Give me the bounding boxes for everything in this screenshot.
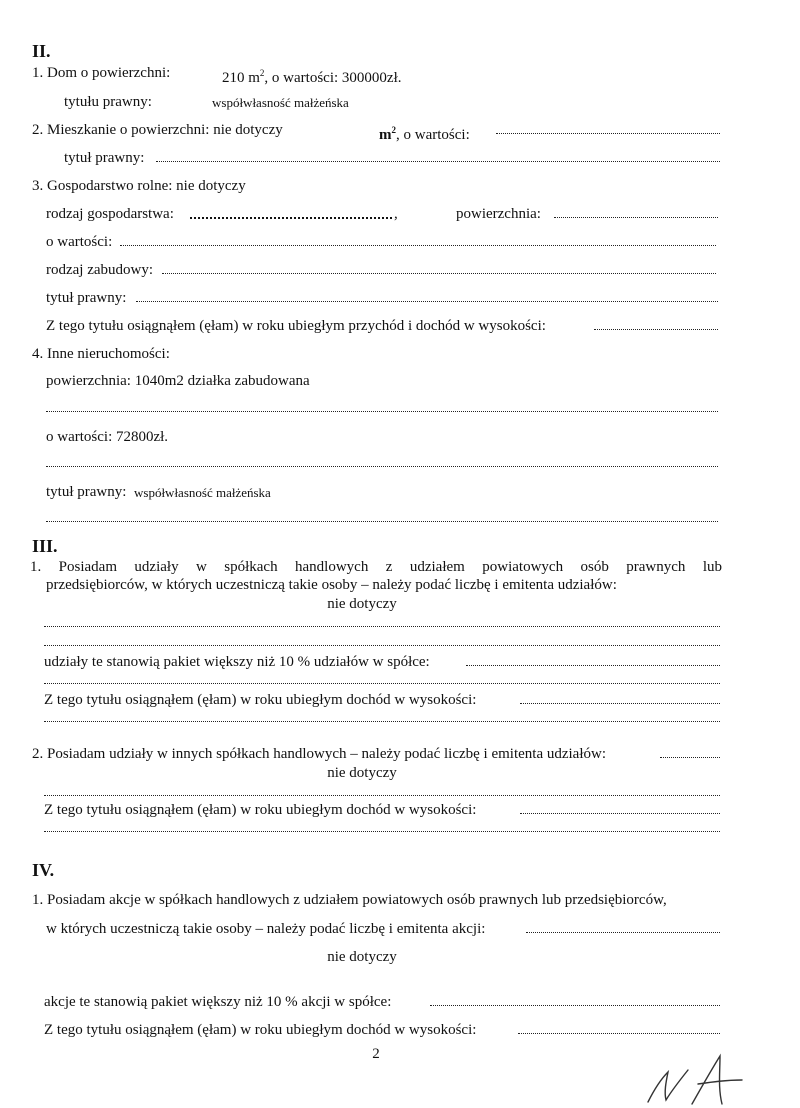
farm-type-sep: ,	[394, 206, 398, 222]
farm-title-label: tytuł prawny:	[46, 290, 127, 306]
shares-income-field	[520, 703, 720, 704]
stocks-issuer-field	[526, 932, 720, 933]
apartment-title-label: tytuł prawny:	[64, 150, 145, 166]
shares-income-label: Z tego tytułu osiągnąłem (ęłam) w roku ubiegłym dochód w wysokości:	[44, 692, 477, 708]
other-property-label: 4. Inne nieruchomości:	[32, 346, 170, 362]
farm-value-field	[120, 245, 716, 246]
section-heading-III: III.	[32, 536, 58, 556]
farm-area-field	[554, 217, 718, 218]
shares-package-label: udziały te stanowią pakiet większy niż 10 % udziałów w spółce:	[44, 654, 430, 670]
house-title-value: współwłasność małżeńska	[212, 95, 349, 110]
house-area: 210 $m^2$, o wartości: 300000zł.	[222, 68, 402, 86]
farm-title-field	[136, 301, 718, 302]
farm-buildings-field	[162, 273, 716, 274]
house-title-label: tytułu prawny:	[64, 94, 152, 110]
shares-package-field-2	[44, 683, 720, 684]
other-property-title-label: tytuł prawny:	[46, 484, 127, 500]
shares-powiat-line1: 1. Posiadam udziały w spółkach handlowych z udziałem powiatowych osób prawnych lub	[30, 559, 722, 575]
farm-label: 3. Gospodarstwo rolne: nie dotyczy	[32, 178, 246, 194]
farm-buildings-label: rodzaj zabudowy:	[46, 262, 154, 278]
other-property-area: powierzchnia: 1040m2 działka zabudowana	[46, 373, 310, 389]
stocks-income-label: Z tego tytułu osiągnąłem (ęłam) w roku ubiegłym dochód w wysokości:	[44, 1022, 477, 1038]
house-label: 1. Dom o powierzchni:	[32, 65, 171, 81]
section-heading-IV: IV.	[32, 860, 55, 880]
other-property-title-field	[46, 521, 718, 522]
farm-value-label: o wartości:	[46, 234, 113, 250]
other-property-value: o wartości: 72800zł.	[46, 429, 169, 445]
shares-powiat-field-1	[44, 626, 720, 627]
stocks-line2: w których uczestniczą takie osoby – należy podać liczbę i emitenta akcji:	[46, 921, 486, 937]
shares-other-answer: nie dotyczy	[327, 765, 397, 781]
shares-package-field	[466, 665, 720, 666]
farm-type-field	[190, 217, 392, 219]
section-heading-II: II.	[32, 41, 51, 61]
shares-other-income-field	[520, 813, 720, 814]
shares-income-field-2	[44, 721, 720, 722]
other-property-title-value: współwłasność małżeńska	[134, 485, 271, 500]
stocks-income-field	[518, 1033, 720, 1034]
signature-mark	[640, 1050, 750, 1108]
shares-other-inline-field	[660, 757, 720, 758]
page-number: 2	[372, 1046, 380, 1062]
apartment-value-field	[496, 133, 720, 134]
farm-type-label: rodzaj gospodarstwa:	[46, 206, 174, 222]
other-property-area-field	[46, 411, 718, 412]
shares-powiat-line2: przedsiębiorców, w których uczestniczą takie osoby – należy podać liczbę i emitenta udziałów:	[46, 577, 617, 593]
stocks-package-label: akcje te stanowią pakiet większy niż 10 % akcji w spółce:	[44, 994, 392, 1010]
stocks-answer: nie dotyczy	[327, 949, 397, 965]
farm-income-label: Z tego tytułu osiągnąłem (ęłam) w roku ubiegłym przychód i dochód w wysokości:	[46, 318, 546, 334]
farm-income-field	[594, 329, 718, 330]
other-property-value-field	[46, 466, 718, 467]
apartment-title-field	[156, 161, 720, 162]
shares-powiat-field-2	[44, 645, 720, 646]
shares-other-line1: 2. Posiadam udziały w innych spółkach handlowych – należy podać liczbę i emitenta udziałów:	[32, 746, 606, 762]
stocks-line1: 1. Posiadam akcje w spółkach handlowych z udziałem powiatowych osób prawnych lub przedsiębiorców,	[32, 892, 667, 908]
apartment-value-label: $m^2$, o wartości:	[379, 125, 470, 143]
shares-other-field-1	[44, 795, 720, 796]
shares-other-income-label: Z tego tytułu osiągnąłem (ęłam) w roku ubiegłym dochód w wysokości:	[44, 802, 477, 818]
shares-other-income-field-2	[44, 831, 720, 832]
apartment-label: 2. Mieszkanie o powierzchni: nie dotyczy	[32, 122, 283, 138]
farm-area-label: powierzchnia:	[456, 206, 541, 222]
stocks-package-field	[430, 1005, 720, 1006]
shares-powiat-answer: nie dotyczy	[327, 596, 397, 612]
